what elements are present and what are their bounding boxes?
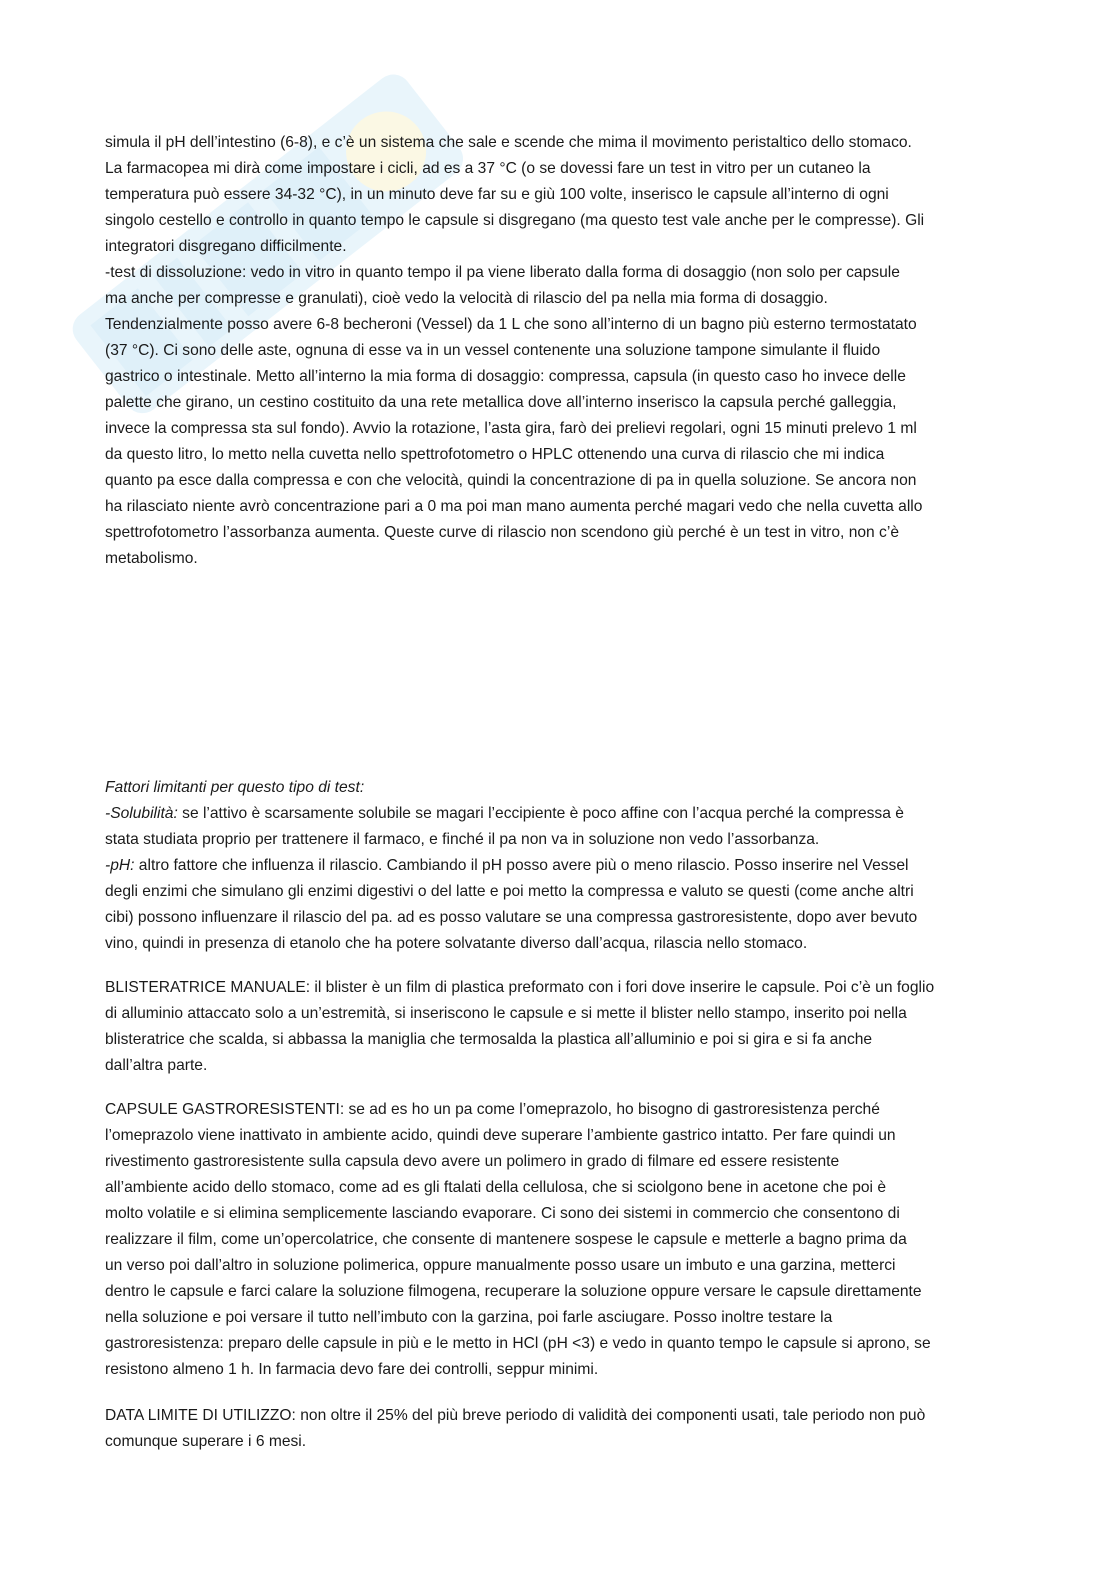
text-line: invece la compressa sta sul fondo). Avvio la rotazione, l’asta gira, farò dei prelievi regolari, ogni 15 minuti prelevo 1 ml [105,420,917,437]
text-line: rivestimento gastroresistente sulla capsula devo avere un polimero in grado di filmare ed essere resistente [105,1153,840,1170]
text-line [105,801,1010,827]
text-line: comunque superare i 6 mesi. [105,1433,307,1450]
text-line: ma anche per compresse e granulati), cioè vedo la velocità di rilascio del pa nella mia forma di dosaggio. [105,290,828,307]
text-line: da questo litro, lo metto nella cuvetta nello spettrofotometro o HPLC ottenendo una curva di rilascio che mi indica [105,446,885,463]
text-line: CAPSULE GASTRORESISTENTI: se ad es ho un pa come l’omeprazolo, ho bisogno di gastroresistenza perché [105,1101,880,1118]
text-line: palette che girano, un cestino costituito da una rete metallica dove all’interno inserisco la capsula perché galleggia, [105,394,897,411]
text-line: spettrofotometro l’assorbanza aumenta. Queste curve di rilascio non scendono giù perché è un test in vitro, non c’è [105,524,899,541]
text-line: vino, quindi in presenza di etanolo che ha potere solvatante diverso dall’acqua, rilascia nello stomaco. [105,935,808,952]
text-line: Tendenzialmente posso avere 6-8 becheroni (Vessel) da 1 L che sono all’interno di un bagno più esterno termostatato [105,316,917,333]
text-line: all’ambiente acido dello stomaco, come ad es gli ftalati della cellulosa, che si sciolgono bene in acetone che poi è [105,1179,887,1196]
text-line: un verso poi dall’altro in soluzione polimerica, oppure manualmente posso usare un imbuto e una garzina, metterci [105,1257,896,1274]
blister-paragraph [105,975,1010,1079]
text-line: -test di dissoluzione: vedo in vitro in quanto tempo il pa viene liberato dalla forma di dosaggio (non solo per capsule [105,264,900,281]
ph-term: -pH: [105,857,135,874]
text-line: singolo cestello e controllo in quanto tempo le capsule si disgregano (ma questo test vale anche per le compresse). Gli [105,212,925,229]
text-line: gastrico o intestinale. Metto all’interno la mia forma di dosaggio: compressa, capsula (in questo caso ho invece delle [105,368,906,385]
text-line: integratori disgregano difficilmente. [105,238,347,255]
text-line: dentro le capsule e farci calare la soluzione filmogena, recuperare la soluzione oppure versare le capsule direttamente [105,1283,922,1300]
text-line: temperatura può essere 34-32 °C), in un minuto deve far su e giù 100 volte, inserisco le capsule all’interno di ogni [105,186,889,203]
limiting-factors-title: Fattori limitanti per questo tipo di test: [105,779,365,796]
text-line: di alluminio attaccato solo a un’estremità, si inseriscono le capsule e si mette il blister nello stampo, inserito poi nella [105,1005,907,1022]
text-line [105,853,1010,879]
text-line: nella soluzione e poi versare il tutto nell’imbuto con la garzina, poi farle asciugare. Posso inoltre testare la [105,1309,833,1326]
text-line: stata studiata proprio per trattenere il farmaco, e finché il pa non va in soluzione non vedo l’assorbanza. [105,831,820,848]
text-line: simula il pH dell’intestino (6-8), e c’è un sistema che sale e scende che mima il movimento peristaltico dello stomaco. [105,134,912,151]
expiry-date-paragraph [105,1403,1010,1455]
text-line: blisteratrice che scalda, si abbassa la maniglia che termosalda la plastica all’alluminio e poi si gira e si fa anche [105,1031,873,1048]
text-line: molto volatile e si elimina semplicemente lasciando evaporare. Ci sono dei sistemi in commercio che consentono di [105,1205,900,1222]
text-fragment: altro fattore che influenza il rilascio. Cambiando il pH posso avere più o meno rilascio. Posso inserire nel Vessel [134,857,909,874]
text-line: La farmacopea mi dirà come impostare i cicli, ad es a 37 °C (o se dovessi fare un test in vitro per un cutaneo la [105,160,871,177]
text-line: ha rilasciato niente avrò concentrazione pari a 0 ma poi man mano aumenta perché magari vedo che nella cuvetta allo [105,498,923,515]
text-line: degli enzimi che simulano gli enzimi digestivi o del latte e poi metto la compressa e valuto se questi (come anche altri [105,883,914,900]
text-line: dall’altra parte. [105,1057,208,1074]
text-line: DATA LIMITE DI UTILIZZO: non oltre il 25% del più breve periodo di validità dei componenti usati, tale periodo non può [105,1407,926,1424]
text-line: l’omeprazolo viene inattivato in ambiente acido, quindi deve superare l’ambiente gastrico intatto. Per fare quindi un [105,1127,896,1144]
dissolution-paragraph [105,130,1010,572]
text-line: quanto pa esce dalla compressa e con che velocità, quindi la concentrazione di pa in quella soluzione. Se ancora non [105,472,917,489]
text-line: metabolismo. [105,550,198,567]
gastroresistant-capsules-paragraph [105,1097,1010,1383]
text-fragment: se l’attivo è scarsamente solubile se magari l’eccipiente è poco affine con l’acqua perché la compressa è [177,805,904,822]
solubility-term: -Solubilità: [105,805,178,822]
text-line: cibi) possono influenzare il rilascio del pa. ad es posso valutare se una compressa gastroresistente, dopo aver bevuto [105,909,918,926]
text-line: resistono almeno 1 h. In farmacia devo fare dei controlli, seppur minimi. [105,1361,599,1378]
text-line: gastroresistenza: preparo delle capsule in più e le metto in HCl (pH <3) e vedo in quanto tempo le capsule si aprono, se [105,1335,931,1352]
text-line: realizzare il film, come un’opercolatrice, che consente di mantenere sospese le capsule e metterle a bagno prima da [105,1231,907,1248]
text-line: (37 °C). Ci sono delle aste, ognuna di esse va in un vessel contenente una soluzione tampone simulante il fluido [105,342,881,359]
limiting-factors-paragraph [105,775,1010,957]
text-line: BLISTERATRICE MANUALE: il blister è un film di plastica preformato con i fori dove inserire le capsule. Poi c’è un foglio [105,979,935,996]
